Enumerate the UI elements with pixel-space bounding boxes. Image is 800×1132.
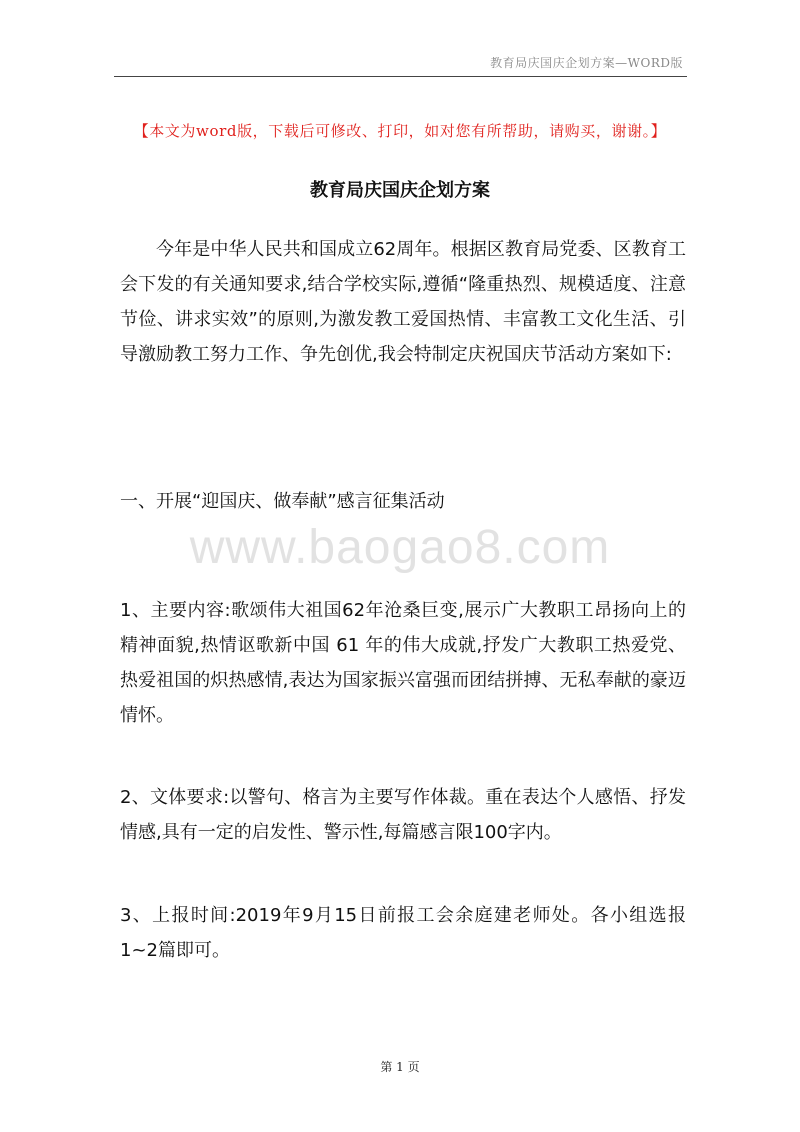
document-title: 教育局庆国庆企划方案 (310, 180, 490, 201)
running-header: 教育局庆国庆企划方案—WORD版 (490, 56, 683, 70)
list-item-3: 3、上报时间:2019年9月15日前报工会余庭建老师处。各小组选报1~2篇即可。 (120, 905, 686, 961)
header-divider (114, 76, 687, 77)
intro-paragraph: 今年是中华人民共和国成立62周年。根据区教育局党委、区教育工会下发的有关通知要求,结合学校实际,遵循“隆重热烈、规模适度、注意节俭、讲求实效”的原则,为激发教工爱国热情、丰富教工文化生活、引导激励教工努力工作、争先创优,我会特制定庆祝国庆节活动方案如下: (120, 239, 686, 365)
download-notice: 【本文为word版，下载后可修改、打印，如对您有所帮助，请购买，谢谢。】 (133, 122, 667, 140)
section-heading: 一、开展“迎国庆、做奉献”感言征集活动 (120, 491, 445, 512)
list-item-2: 2、文体要求:以警句、格言为主要写作体裁。重在表达个人感悟、抒发情感,具有一定的启发性、警示性,每篇感言限100字内。 (120, 787, 686, 843)
watermark: www.baogao8.com (189, 521, 611, 574)
list-item-1: 1、主要内容:歌颂伟大祖国62年沧桑巨变,展示广大教职工昂扬向上的精神面貌,热情讴歌新中国 61 年的伟大成就,抒发广大教职工热爱党、热爱祖国的炽热感情,表达为国家振兴富强而团结拼搏、无私奉献的豪迈情怀。 (120, 600, 686, 726)
page-number: 第 1 页 (380, 1060, 420, 1074)
